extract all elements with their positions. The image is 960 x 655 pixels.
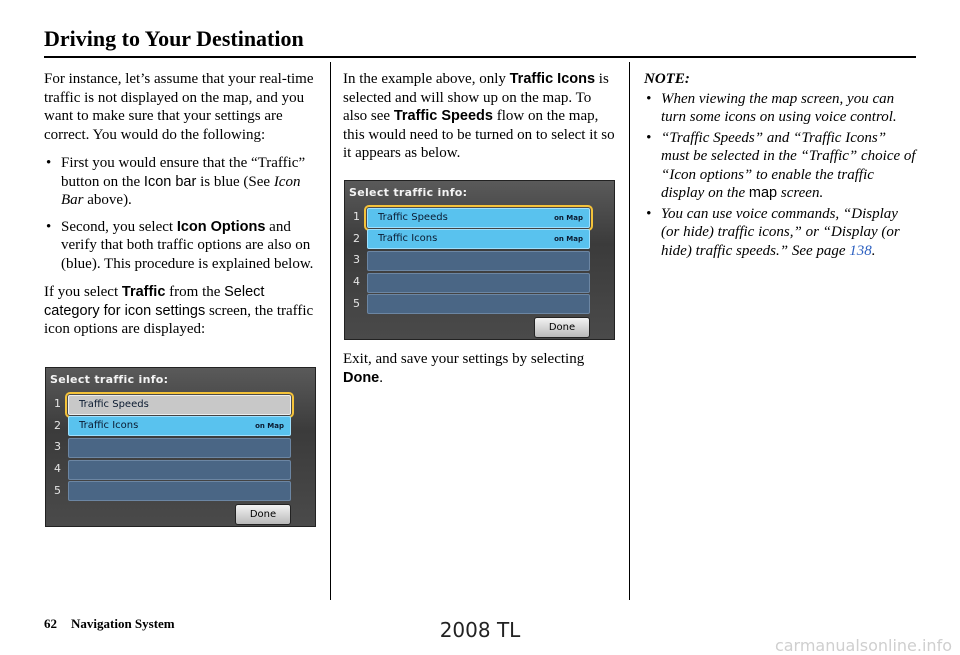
- done-button[interactable]: Done: [534, 317, 590, 338]
- note-title: NOTE:: [644, 71, 690, 87]
- screen-header: Select traffic info:: [349, 186, 468, 199]
- example-paragraph: In the example above, only Traffic Icons is selected and will show up on the map. To also see Traffic Speeds flow on the map, this would need to be turned on to select it so it appears as below.: [343, 71, 615, 161]
- screen-header: Select traffic info:: [50, 373, 169, 386]
- icon-bar-term: Icon bar: [143, 173, 197, 190]
- traffic-info-screen-2: Select traffic info: 1 2 3 4 5 Traffic Speeds on Map Traffic Icons on Map Done: [344, 180, 615, 340]
- empty-row: [68, 481, 291, 501]
- watermark: carmanualsonline.info: [774, 636, 952, 655]
- page-number: 62: [44, 616, 57, 631]
- icon-options-term: Icon Options: [176, 218, 266, 235]
- column-3: [644, 70, 916, 268]
- exit-paragraph: Exit, and save your settings by selecting Done.: [343, 351, 585, 386]
- empty-row: [68, 460, 291, 480]
- note-item: • When viewing the map screen, you can turn some icons on using voice control.: [644, 90, 916, 127]
- done-button[interactable]: Done: [235, 504, 291, 525]
- intro-paragraph: For instance, let’s assume that your real-time traffic is not displayed on the map, and you want to make sure that your settings are correct. You would do the following:: [44, 71, 314, 143]
- empty-row: [367, 273, 590, 293]
- empty-row: [68, 438, 291, 458]
- column-2: [343, 70, 615, 173]
- traffic-info-screen-1: Select traffic info: 1 2 3 4 5 Traffic Speeds Traffic Icons on Map Done: [45, 367, 316, 527]
- model-label: 2008 TL: [439, 618, 521, 642]
- empty-row: [367, 294, 590, 314]
- page-title: Driving to Your Destination: [44, 26, 304, 51]
- column-divider: [629, 62, 630, 600]
- note-item: • “Traffic Speeds” and “Traffic Icons” must be selected in the “Traffic” choice of “Icon options” to enable the traffic display on the map screen.: [644, 129, 916, 203]
- traffic-paragraph: If you select Traffic from the Select category for icon settings screen, the traffic icon options are displayed:: [44, 284, 314, 337]
- note-item: • You can use voice commands, “Display (or hide) traffic icons,” or “Display (or hide) traffic speeds.” See page 138.: [644, 205, 916, 261]
- traffic-icons-row[interactable]: Traffic Icons on Map: [68, 416, 291, 436]
- traffic-icons-row[interactable]: Traffic Icons on Map: [367, 229, 590, 249]
- title-rule: [44, 56, 916, 58]
- bullet-icon-bar: • First you would ensure that the “Traffic” button on the Icon bar is blue (See Icon Bar above).: [44, 154, 320, 210]
- exit-paragraph-container: [343, 350, 615, 397]
- empty-row: [367, 251, 590, 271]
- bullet-icon-options: • Second, you select Icon Options and verify that both traffic options are also on (blue). This procedure is explained below.: [44, 218, 320, 274]
- footer-label: Navigation System: [71, 616, 175, 631]
- traffic-speeds-row[interactable]: Traffic Speeds on Map: [367, 208, 590, 228]
- column-divider: [330, 62, 331, 600]
- column-1: [44, 70, 320, 349]
- traffic-speeds-row[interactable]: Traffic Speeds: [68, 395, 291, 415]
- page-link[interactable]: 138: [849, 242, 872, 259]
